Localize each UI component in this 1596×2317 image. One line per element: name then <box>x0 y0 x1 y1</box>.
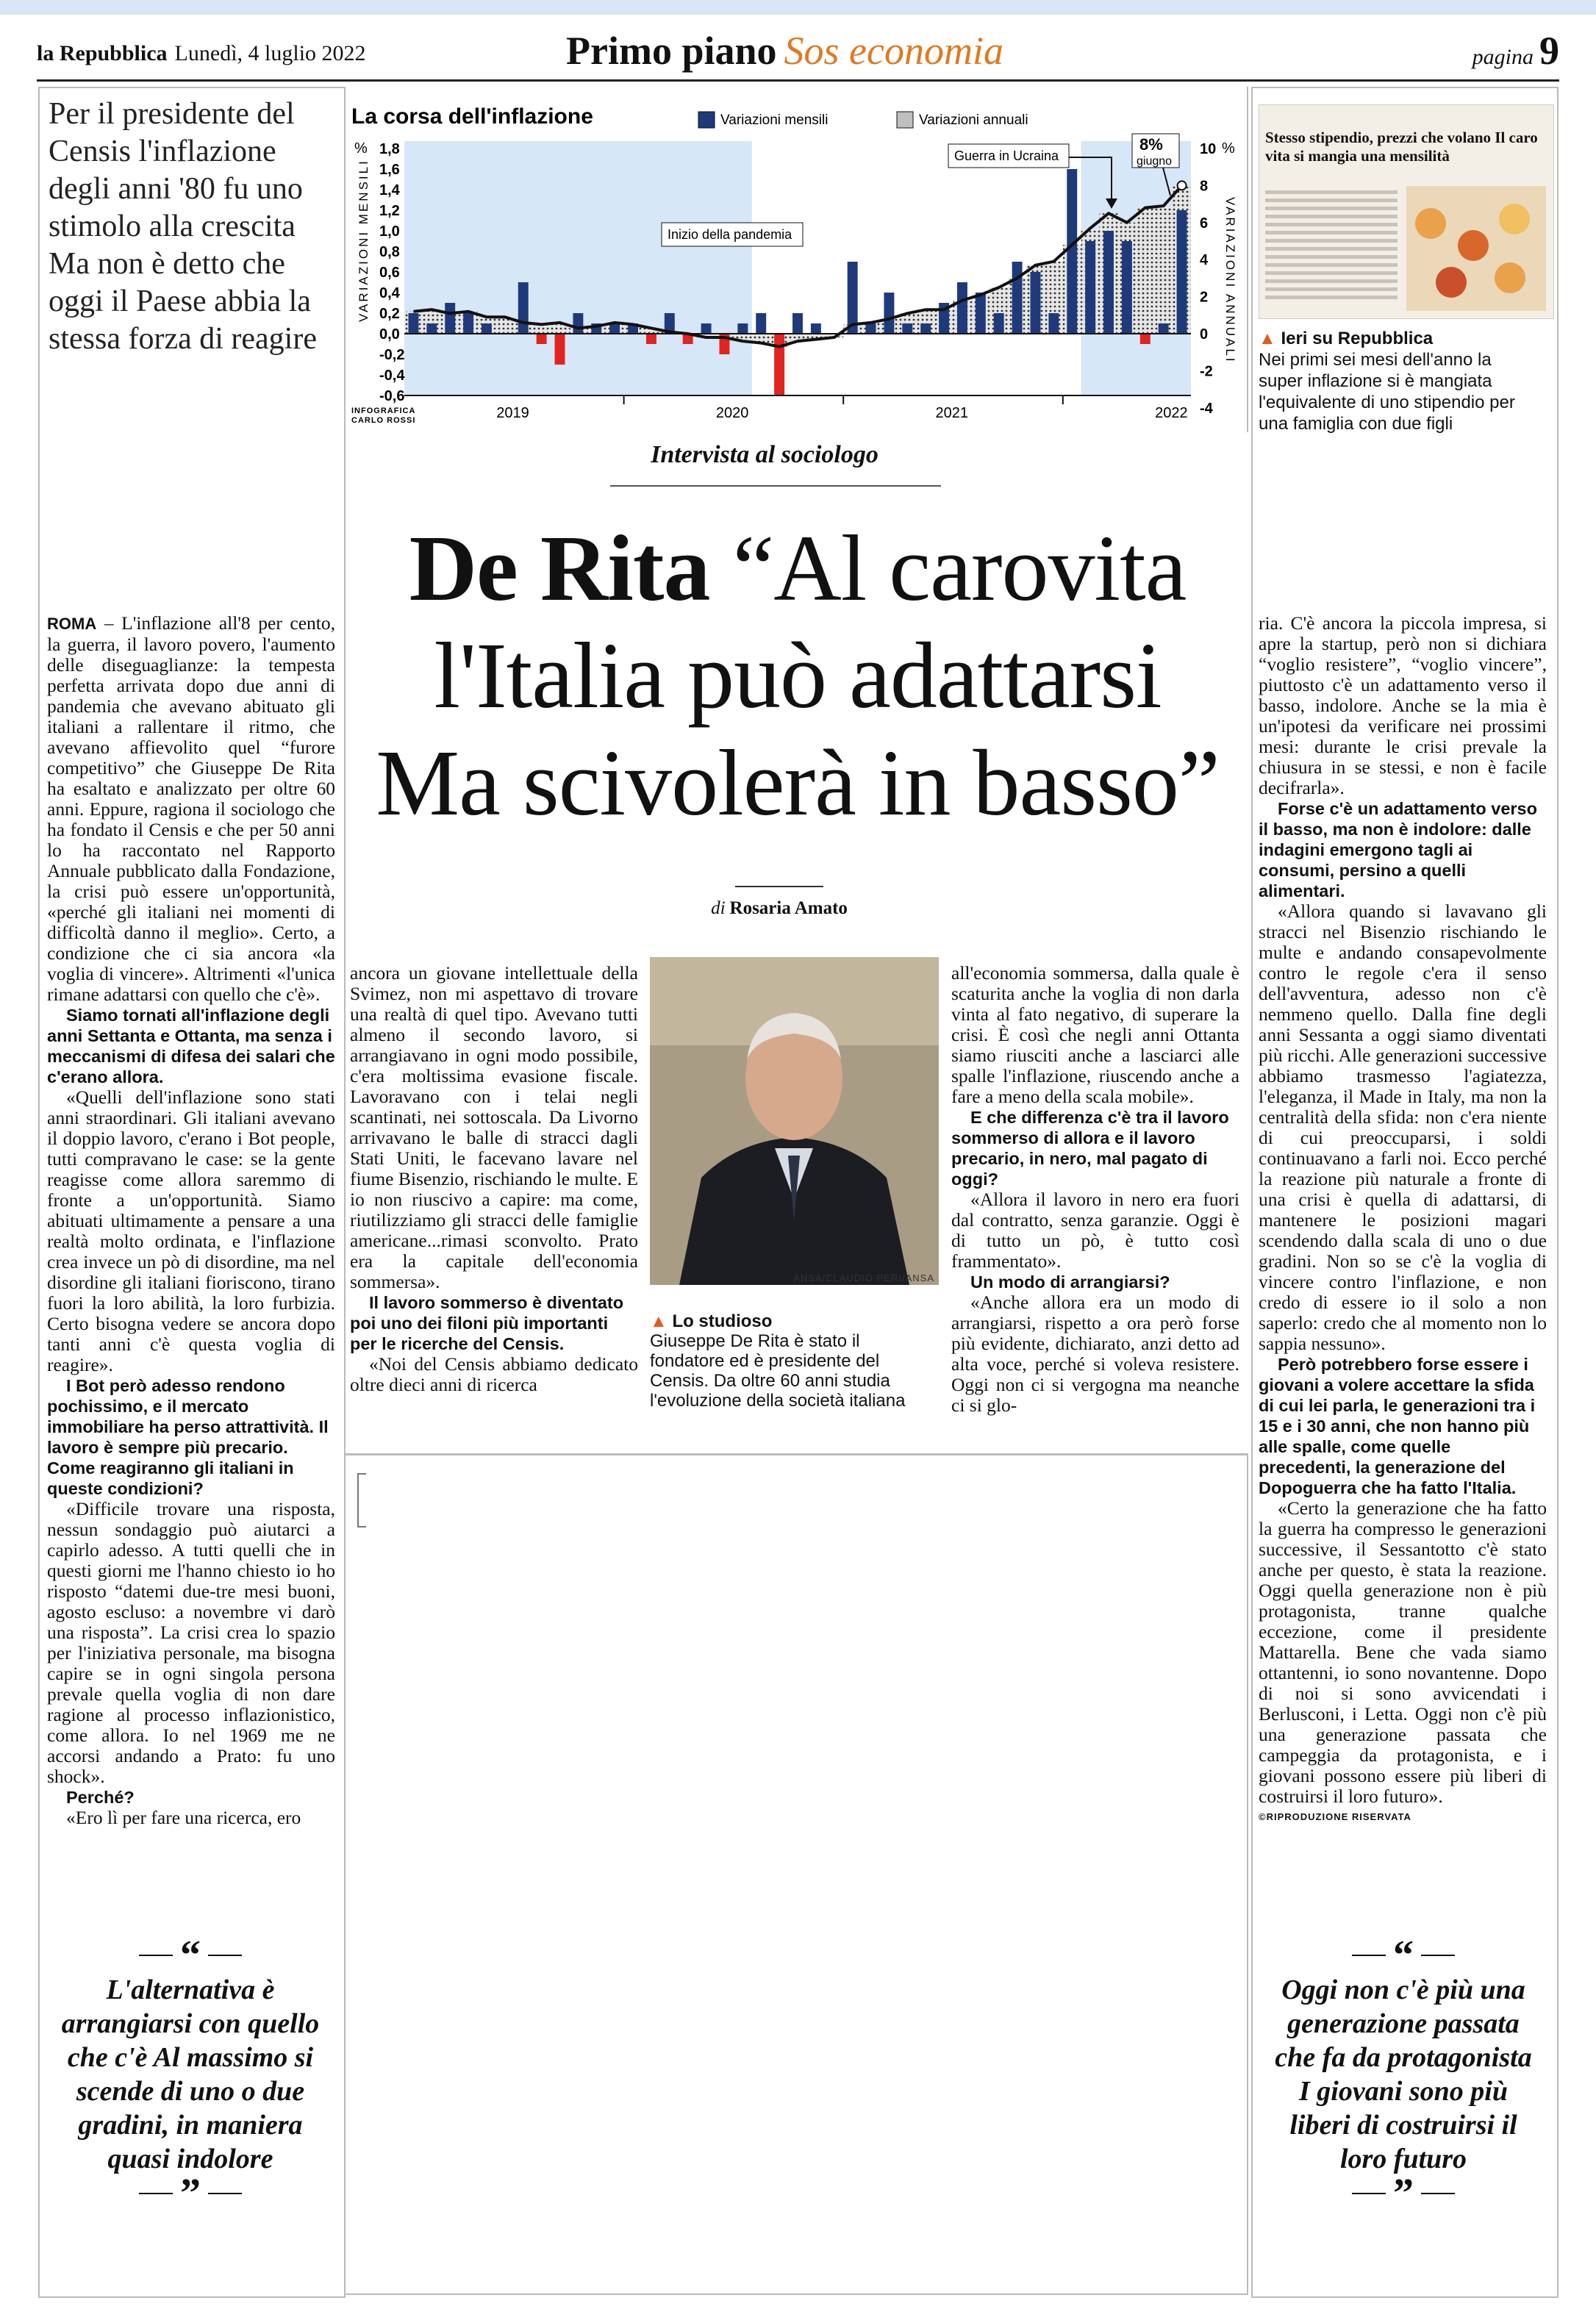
article-deck: Per il presidente del Censis l'inflazione degli anni '80 fu uno stimolo alla crescita Ma non è detto che oggi il Paese abbia la stessa forza di reagire <box>49 97 317 356</box>
col1-paragraph-1-text: – L'inflazione all'8 per cento, la guerra, il lavoro povero, l'aumento delle diseguaglianze: la tempesta perfetta arrivata dopo due anni di pandemia che avevano abituato gli italiani a rallentare il ritmo, che avevano affievolito quel “furore competitivo” che Giuseppe De Rita ha esaltato e analizzato per oltre 60 anni. Eppure, ragiona il sociologo che ha fondato il Censis e che per 50 anni lo ha raccontato nel Rapporto Annuale pubblicato dalla Fondazione, la crisi può essere un'opportunità, «perché gli italiani nei momenti di difficoltà danno il meglio». Certo, a condizione che ci sia ancora «la voglia di vincere». Altrimenti «l'unica rimane adattarsi con quello che c'è». <box>47 612 336 1005</box>
section-subtitle: Sos economia <box>784 29 1003 73</box>
year-label: 2021 <box>935 405 969 421</box>
right-tick-label: -2 <box>1200 363 1213 380</box>
monthly-bar <box>1103 231 1114 334</box>
col4-paragraph-3: «Certo la generazione che ha fatto la guerra ha compresso le generazioni successive, il Sessantotto c'è stato anche per questo, è stata la reazione. Oggi quella generazione non è più protagonista, tranne qualche eccezione, come il presidente Mattarella. Bene che vada siamo ottantenni, io sono novantenne. Dopo di noi si sono avvicendati i Berlusconi, i Letta. Oggi non c'è più una generazione passata che campeggia da protagonista, e i giovani possono essere più liberi di costruirsi il loro futuro». <box>1259 1497 1547 1807</box>
masthead-logo: la Repubblica <box>37 41 168 65</box>
thumb-illustration <box>1406 186 1546 311</box>
copyright-notice: ©RIPRODUZIONE RISERVATA <box>1259 1811 1411 1822</box>
monthly-bar <box>774 334 784 395</box>
page-label: pagina <box>1472 45 1534 69</box>
byline-prefix: di <box>711 898 726 918</box>
col3-paragraph-3: «Anche allora era un modo di arrangiarsi, rispetto a ora però forse più evidente, dichiarato, anzi detto ad alta voce, perché si voleva resistere. Oggi non ci si vergogna ma neanche ci si glo- <box>951 1292 1239 1416</box>
monthly-bar <box>792 313 803 334</box>
pull-quote-left-close <box>54 2171 326 2216</box>
legend-annual-swatch <box>897 112 913 128</box>
headline-line3: Ma scivolerà in basso” <box>376 731 1220 835</box>
annotation-june-value: 8% <box>1139 135 1163 154</box>
col4-question-2: Però potrebbero forse essere i giovani a volere accettare la sfida di cui lei parla, le generazioni tra i 15 e i 30 anni, che non hanno più alle spalle, come quelle precedenti, la generazione del Dopoguerra che ha fatto l'Italia. <box>1259 1355 1536 1497</box>
yesterday-article-thumbnail <box>1259 104 1554 319</box>
legend-annual: Variazioni annuali <box>919 112 1028 128</box>
kicker-rule <box>610 485 941 487</box>
byline-author: Rosaria Amato <box>729 898 848 918</box>
monthly-bar <box>408 313 418 334</box>
quote-open-icon: “ <box>180 1933 201 1978</box>
monthly-bar <box>1031 272 1041 334</box>
yesterday-caption <box>1259 328 1538 434</box>
monthly-bar <box>646 334 656 344</box>
right-tick-label: 8 <box>1200 178 1209 195</box>
photo-caption <box>650 1311 929 1411</box>
monthly-bar <box>1159 323 1169 334</box>
left-tick-label: 1,8 <box>379 141 400 157</box>
col1-question-3: Perché? <box>66 1788 135 1807</box>
annotation-june-month: giugno <box>1137 155 1173 168</box>
left-tick-label: -0,4 <box>379 368 405 384</box>
headline-name: De Rita <box>409 516 710 620</box>
article-column-2 <box>350 963 638 1395</box>
col3-question-1: E che differenza c'è tra il lavoro sommerso di allora e il lavoro precario, in nero, mal pagato di oggi? <box>951 1108 1229 1189</box>
triangle-icon: ▲ <box>1259 329 1276 348</box>
col2-question-1: Il lavoro sommerso è diventato poi uno dei filoni più importanti per le ricerche del Censis. <box>350 1293 624 1353</box>
pull-quote-left-open <box>54 1933 326 1978</box>
de-rita-photo <box>650 957 939 1285</box>
right-unit: % <box>1222 140 1235 157</box>
col1-paragraph-3: «Difficile trovare una risposta, nessun sondaggio può aiutarci a capirlo adesso. A tutti quelli che in questi giorni me l'hanno chiesto io ho risposto “datemi due-tre mesi buoni, agosto escluso: a novembre vi darò una risposta”. La crisi crea lo spazio per l'iniziativa personale, ma bisogna capire se in ogni singola persona prevale quella voglia di non dare ragione al processo inflazionistico, come allora. Io nel 1969 me ne accorsi andando a Prato: fu uno shock». <box>47 1498 335 1787</box>
monthly-bar <box>811 323 821 334</box>
chart-svg <box>347 101 1242 426</box>
monthly-bar <box>609 323 620 334</box>
photo-caption-text: Giuseppe De Rita è stato il fondatore ed è presidente del Censis. Da oltre 60 anni studia l'evoluzione della società italiana <box>650 1331 906 1411</box>
monthly-bar <box>884 293 894 334</box>
col1-paragraph-4: «Ero lì per fare una ricerca, ero <box>66 1807 301 1828</box>
triangle-icon: ▲ <box>650 1311 668 1331</box>
pull-quote-right-close <box>1267 2171 1539 2216</box>
col1-question-1: Siamo tornati all'inflazione degli anni Settanta e Ottanta, ma senza i meccanismi di difesa dei salari che c'erano allora. <box>47 1006 335 1086</box>
left-tick-label: 1,4 <box>379 182 400 198</box>
monthly-bar <box>994 313 1004 334</box>
monthly-bar <box>1122 241 1132 334</box>
right-tick-label: 0 <box>1200 326 1209 343</box>
left-tick-label: 0,8 <box>379 244 400 260</box>
left-tick-label: 0,6 <box>379 265 400 281</box>
article-column-4 <box>1259 613 1547 1827</box>
col1-question-2: I Bot però adesso rendono pochissimo, e il mercato immobiliare ha perso attrattività. Il lavoro è sempre più precario. Come reagiranno gli italiani in queste condizioni? <box>47 1376 329 1498</box>
col3-paragraph-1: all'economia sommersa, dalla quale è scaturita anche la voglia di non darla vinta al fato negativo, di superare la crisi. È così che negli anni Ottanta siamo riusciti anche a lasciarci alle spalle l'inflazione, riuscendo anche a fare a meno della scala mobile». <box>951 962 1239 1107</box>
monthly-bar <box>573 313 583 334</box>
photo-credit: ANSA/CLAUDIO PERI/ANSA <box>793 1272 934 1283</box>
thumb-headline: Stesso stipendio, prezzi che volano Il caro vita si mangia una mensilità <box>1265 129 1538 165</box>
masthead <box>37 41 366 66</box>
monthly-bar <box>537 334 547 344</box>
annotation-pandemic-text: Inizio della pandemia <box>668 227 792 242</box>
monthly-bar <box>866 323 876 334</box>
monthly-bar <box>957 282 967 334</box>
col4-paragraph-1: ria. C'è ancora la piccola impresa, si apre la startup, però non si dichiara “voglio resistere”, “voglio vincere”, piuttosto c'è un adattamento verso il basso, indolore. Anche se la mia è un'ipotesi da verificare nei prossimi mesi: durante le crisi prevale la chiusura in se stessi, e non è facile decifrarla». <box>1259 612 1547 798</box>
monthly-bar <box>1048 313 1059 334</box>
col4-question-1: Forse c'è un adattamento verso il basso, ma non è indolore: dalle indagini emergono tagli ai consumi, persino a quelli alimentari. <box>1259 799 1537 900</box>
legend-monthly: Variazioni mensili <box>720 112 829 128</box>
pull-quote-left <box>54 1933 326 2216</box>
legend-monthly-swatch <box>698 112 715 128</box>
quote-close-icon: ” <box>180 2171 201 2216</box>
left-tick-label: 1,2 <box>379 203 400 219</box>
monthly-bar <box>976 293 986 334</box>
chart-credit-2: CARLO ROSSI <box>351 416 416 425</box>
issue-date: Lunedì, 4 luglio 2022 <box>174 41 366 65</box>
section-label: Primo piano <box>566 29 777 73</box>
monthly-bar <box>701 323 712 334</box>
right-axis-label: VARIAZIONI ANNUALI <box>1223 197 1237 364</box>
pull-quote-left-text: L'alternativa è arrangiarsi con quello che c'è Al massimo si scende di uno o due gradini, in maniera quasi indolore <box>61 1974 320 2174</box>
year-label: 2019 <box>496 405 529 421</box>
monthly-bar <box>756 313 766 334</box>
right-tick-label: 10 <box>1200 141 1217 157</box>
left-unit: % <box>354 140 368 157</box>
monthly-bar <box>1177 210 1187 334</box>
quote-close-icon: ” <box>1393 2171 1414 2216</box>
right-tick-label: 2 <box>1200 289 1209 306</box>
page-header <box>37 28 1559 74</box>
headline-line1: “Al carovita <box>732 516 1187 620</box>
byline-rule <box>735 886 823 887</box>
left-tick-label: 1,0 <box>379 223 400 240</box>
top-strip <box>0 0 1596 15</box>
monthly-bar <box>1012 262 1023 334</box>
right-tick-label: 6 <box>1200 215 1209 232</box>
monthly-bar <box>426 323 437 334</box>
headline-line2: l'Italia può adattarsi <box>434 623 1162 728</box>
article-column-3 <box>951 963 1239 1416</box>
ad-bracket <box>357 1473 366 1528</box>
byline <box>647 898 912 919</box>
right-tick-label: 4 <box>1200 252 1209 269</box>
col2-paragraph-1: ancora un giovane intellettuale della Svimez, non mi aspettavo di trovare una realtà di quel tipo. Avevano tutti almeno il secondo lavoro, si arrangiavano in ogni modo possibile, c'era moltissima evasione fiscale. Lavoravano con i telai negli scantinati, nei sottoscala. Da Livorno arrivavano le balle di stracci dagli Stati Uniti, le facevano lavare nel fiume Bisenzio, rischiando le multe. E io non riuscivo a capire: ma come, riutilizziamo gli stracci delle famiglie americane...rimasi sconvolto. Prato era la capitale dell'economia sommersa». <box>350 962 638 1292</box>
col3-paragraph-2: «Allora il lavoro in nero era fuori dal contratto, senza garanzie. Oggi è di tutto un pò, è tutto così frammentato». <box>951 1189 1239 1272</box>
chart-band-2019-2020 <box>404 141 752 395</box>
headline <box>346 515 1250 837</box>
monthly-bar <box>445 303 455 334</box>
col3-question-2: Un modo di arrangiarsi? <box>970 1272 1170 1292</box>
left-tick-label: -0,6 <box>379 388 405 404</box>
monthly-bar <box>902 323 912 334</box>
quote-open-icon: “ <box>1393 1933 1414 1978</box>
chart-title: La corsa dell'inflazione <box>351 104 593 129</box>
monthly-bar <box>1067 169 1077 334</box>
chart-divider <box>1247 87 1248 432</box>
photo-caption-label: Lo studioso <box>672 1311 773 1331</box>
left-tick-label: 0,4 <box>379 285 400 301</box>
monthly-bar <box>920 323 931 334</box>
monthly-bar <box>1085 241 1095 334</box>
col4-paragraph-2: «Allora quando si lavavano gli stracci nel Bisenzio rischiando le multe e andando consapevolmente contro le regole c'era il senso dell'avventura, adesso non c'è nemmeno quello. Dalla fine degli anni Sessanta a oggi siamo diventati più ricchi. Alle generazioni successive abbiamo trasmesso l'agiatezza, l'eleganza, il Made in Italy, ma non la centralità della sfida: non c'era niente di cui preoccuparsi, i soldi continuavano a farli noi. Ecco perché la reazione più naturale a fronte di una crisi è quella di adattarsi, di mantenere le posizioni magari scendendo dalla scala di uno o due gradini. Non so se c'è la voglia di vincere contro l'inflazione, e non credo di essere io il solo a non saperlo: credo che al momento non lo sappia nessuno». <box>1259 900 1547 1354</box>
yesterday-caption-text: Nei primi sei mesi dell'anno la super inflazione si è mangiata l'equivalente di uno stipendio per una famiglia con due figli <box>1259 350 1515 434</box>
monthly-bar <box>463 313 473 334</box>
portrait-illustration <box>650 957 939 1285</box>
monthly-bar <box>555 334 565 365</box>
annual-bar <box>1136 208 1154 334</box>
pull-quote-right <box>1267 1933 1539 2216</box>
chart-credit-1: INFOGRAFICA <box>351 407 416 415</box>
page-number-value: 9 <box>1539 29 1559 73</box>
right-tick-label: -4 <box>1200 400 1213 417</box>
annotation-war-text: Guerra in Ucraina <box>954 148 1059 163</box>
advertisement-area <box>344 1453 1248 2295</box>
header-rule <box>37 79 1559 82</box>
annotation-pandemic <box>662 223 803 246</box>
june-marker <box>1178 181 1187 190</box>
monthly-bar <box>518 282 529 334</box>
col2-paragraph-2: «Noi del Censis abbiamo dedicato oltre dieci anni di ricerca <box>350 1353 638 1395</box>
year-label: 2020 <box>715 405 749 421</box>
monthly-bar <box>737 323 748 334</box>
left-axis-label: VARIAZIONI MENSILI <box>357 159 371 322</box>
year-label: 2022 <box>1155 405 1188 421</box>
col1-paragraph-1 <box>47 613 335 1005</box>
monthly-bar <box>482 323 492 334</box>
inflation-chart <box>347 101 1242 426</box>
article-column-1 <box>47 613 335 1828</box>
left-tick-label: 0,0 <box>379 326 400 343</box>
kicker: Intervista al sociologo <box>651 441 878 468</box>
yesterday-caption-label: Ieri su Repubblica <box>1281 329 1434 348</box>
thumb-text-lines <box>1265 186 1398 304</box>
left-tick-label: 1,6 <box>379 162 400 178</box>
col1-paragraph-2: «Quelli dell'inflazione sono stati anni straordinari. Gli italiani avevano il doppio lavoro, c'erano i Bot people, tutti compravano le case: se la gente reagisse come allora saremmo di fronte a un'opportunità. Siamo abituati ultimamente a pensare a una realtà molto ordinata, e l'inflazione crea invece un pò di disordine, ma nel disordine gli italiani fioriscono, tirano fuori la loro abilità, la loro furbizia. Certo bisogna vedere se ancora dopo tanti anni c'è questa voglia di reagire». <box>47 1086 335 1375</box>
dateline: ROMA <box>47 615 97 633</box>
section-title <box>566 28 1003 74</box>
pull-quote-right-text: Oggi non c'è più una generazione passata che fa da protagonista I giovani sono più liberi di costruirsi il loro futuro <box>1275 1974 1532 2174</box>
left-tick-label: 0,2 <box>379 306 400 322</box>
page-number <box>1472 28 1559 74</box>
left-tick-label: -0,2 <box>379 347 405 363</box>
annual-bar <box>1154 206 1173 334</box>
monthly-bar <box>1140 334 1151 344</box>
pull-quote-right-open <box>1267 1933 1539 1978</box>
